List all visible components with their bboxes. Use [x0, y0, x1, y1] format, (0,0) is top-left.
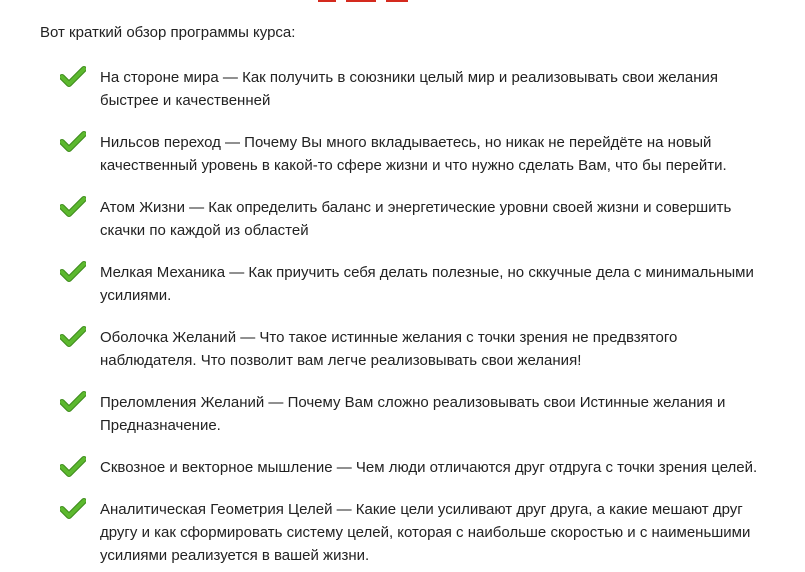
checkmark-icon: [60, 261, 86, 283]
list-item-text: Аналитическая Геометрия Целей — Какие цели усиливают друг друга, а какие мешают друг другу и как сформировать систему целей, которая с наибольше скоростью и с наименьшими усилиями реализуется в вашей жизни.: [100, 501, 751, 564]
checkmark-icon: [60, 456, 86, 478]
list-item-text: Атом Жизни — Как определить баланс и энергетические уровни своей жизни и совершить скачки по каждой из областей: [100, 199, 732, 239]
list-item-text: Мелкая Механика — Как приучить себя делать полезные, но сккучные дела с минимальными усилиями.: [100, 264, 754, 304]
checkmark-icon: [60, 498, 86, 520]
list-item-text: Оболочка Желаний — Что такое истинные желания с точки зрения не предвзятого наблюдателя. Что позволит вам легче реализовывать свои желания!: [100, 329, 678, 369]
list-item-text: Нильсов переход — Почему Вы много вкладываетесь, но никак не перейдёте на новый качественный уровень в какой-то сфере жизни и что нужно сделать Вам, что бы перейти.: [100, 134, 727, 174]
list-item-text: Сквозное и векторное мышление — Чем люди отличаются друг отдруга с точки зрения целей.: [100, 459, 758, 476]
list-item-text: На стороне мира — Как получить в союзники целый мир и реализовывать свои желания быстрее и качественней: [100, 69, 719, 109]
cropped-heading-fragment: [318, 0, 438, 2]
checkmark-icon: [60, 326, 86, 348]
intro-text: Вот краткий обзор программы курса:: [40, 24, 296, 41]
checkmark-icon: [60, 131, 86, 153]
checkmark-icon: [60, 391, 86, 413]
checkmark-icon: [60, 66, 86, 88]
list-item-text: Преломления Желаний — Почему Вам сложно реализовывать свои Истинные желания и Предназначение.: [100, 394, 726, 434]
checkmark-icon: [60, 196, 86, 218]
